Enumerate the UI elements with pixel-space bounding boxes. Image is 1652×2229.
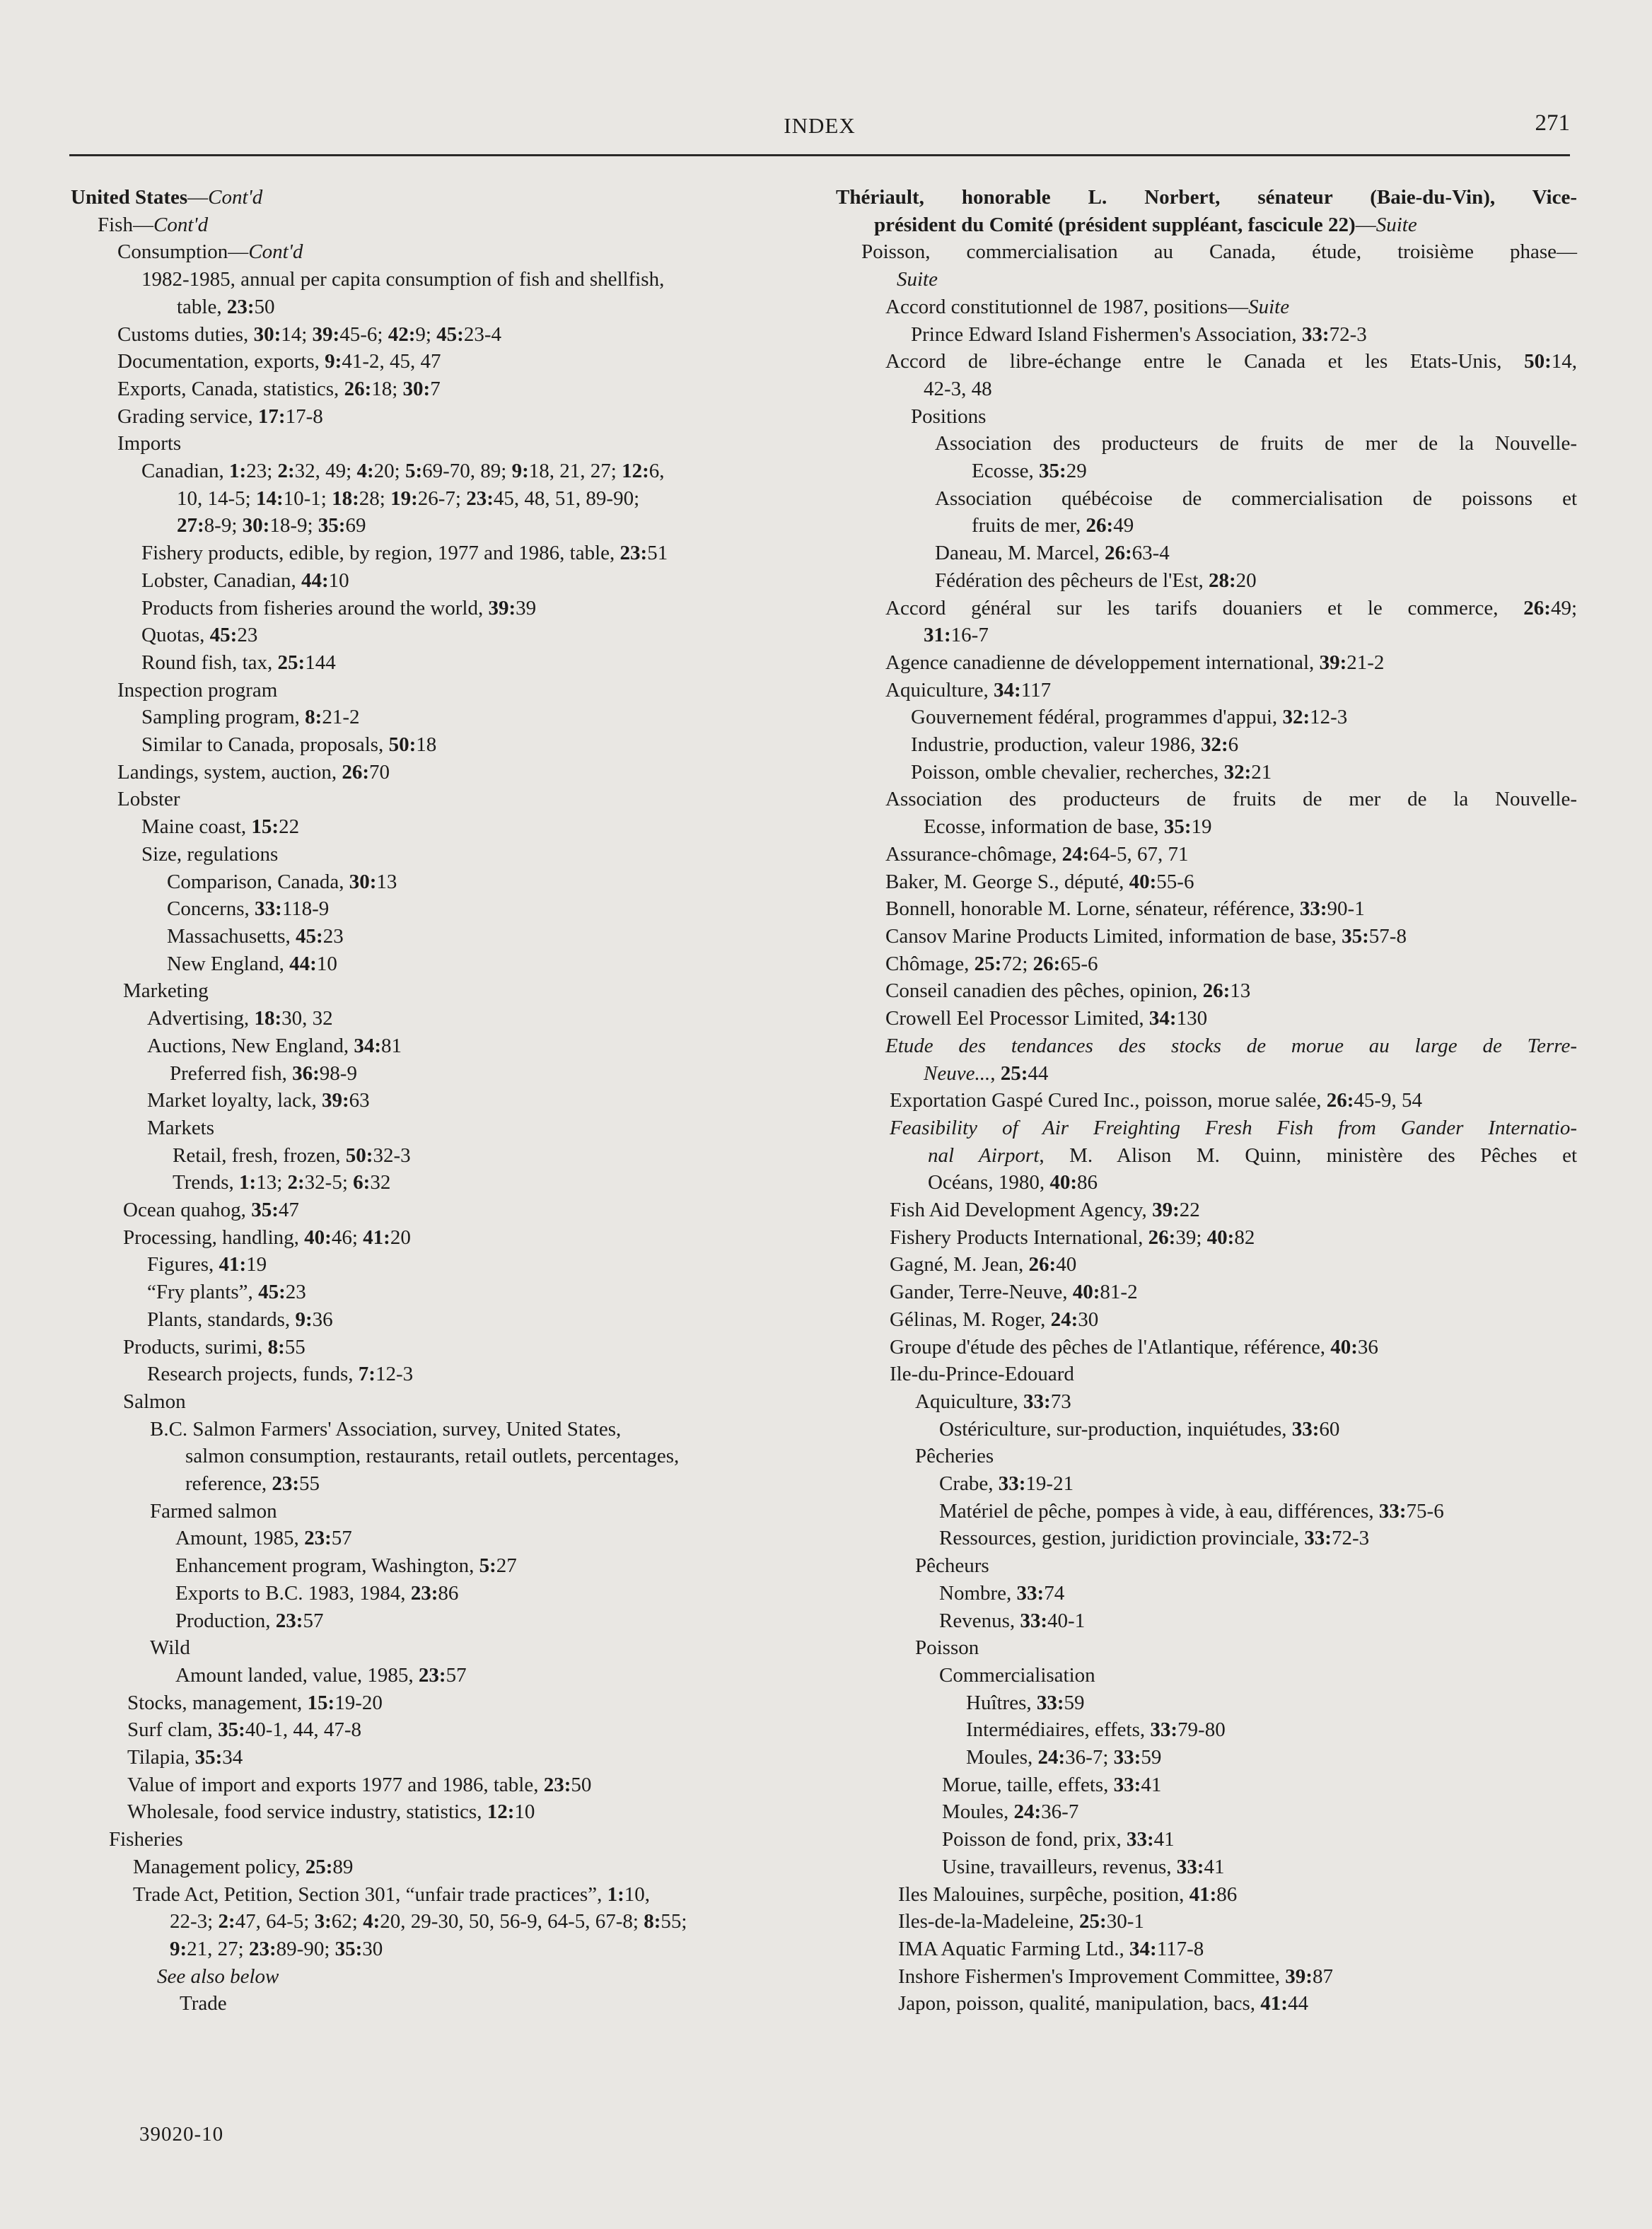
- index-line: United States—Cont'd: [71, 186, 263, 209]
- index-line: Amount landed, value, 1985, 23:57: [175, 1663, 467, 1687]
- index-line: Retail, fresh, frozen, 50:32-3: [173, 1143, 411, 1167]
- index-line: Exportation Gaspé Cured Inc., poisson, morue salée, 26:45-9, 54: [890, 1089, 1423, 1112]
- page-title: INDEX: [784, 113, 856, 138]
- index-line: Iles Malouines, surpêche, position, 41:86: [898, 1882, 1238, 1906]
- index-line: Processing, handling, 40:46; 41:20: [123, 1226, 411, 1249]
- index-line: reference, 23:55: [185, 1472, 320, 1496]
- index-line: 22-3; 2:47, 64-5; 3:62; 4:20, 29-30, 50, 56-9, 64-5, 67-8; 8:55;: [170, 1910, 687, 1933]
- index-line: Cansov Marine Products Limited, information de base, 35:57-8: [885, 924, 1407, 948]
- index-line: Grading service, 17:17-8: [117, 405, 323, 428]
- index-line: Concerns, 33:118-9: [167, 897, 330, 921]
- page-header: [69, 106, 1570, 156]
- index-line: Value of import and exports 1977 and 1986, table, 23:50: [127, 1773, 592, 1796]
- index-line: Gouvernement fédéral, programmes d'appui, 32:12-3: [911, 706, 1348, 729]
- index-line: Pêcheurs: [915, 1554, 989, 1578]
- index-line: Ressources, gestion, juridiction provinciale, 33:72-3: [939, 1527, 1370, 1550]
- index-line: Assurance-chômage, 24:64-5, 67, 71: [885, 842, 1189, 866]
- index-line: Poisson: [915, 1636, 979, 1660]
- index-line: Ocean quahog, 35:47: [123, 1199, 299, 1222]
- index-line: Iles-de-la-Madeleine, 25:30-1: [898, 1910, 1144, 1933]
- index-line: Morue, taille, effets, 33:41: [942, 1773, 1162, 1796]
- index-line: Market loyalty, lack, 39:63: [147, 1089, 370, 1112]
- index-line: Nombre, 33:74: [939, 1581, 1065, 1605]
- index-line: Commercialisation: [939, 1663, 1095, 1687]
- index-line: Marketing: [123, 979, 209, 1003]
- index-line: Farmed salmon: [150, 1499, 277, 1523]
- index-line: Prince Edward Island Fishermen's Association, 33:72-3: [911, 322, 1367, 346]
- index-line: Comparison, Canada, 30:13: [167, 870, 397, 893]
- index-line: Crabe, 33:19-21: [939, 1472, 1074, 1496]
- index-line: Poisson, commercialisation au Canada, étude, troisième phase—: [861, 240, 1577, 264]
- index-line: Massachusetts, 45:23: [167, 924, 344, 948]
- index-line: See also below: [157, 1965, 279, 1988]
- index-column-right: [836, 184, 1577, 2018]
- index-line: Revenus, 33:40-1: [939, 1609, 1086, 1632]
- index-line: Preferred fish, 36:98-9: [170, 1061, 357, 1085]
- index-line: Products from fisheries around the world, 39:39: [141, 596, 537, 619]
- index-line: Stocks, management, 15:19-20: [127, 1691, 383, 1714]
- index-line: Consumption—Cont'd: [117, 240, 303, 264]
- index-line: Lobster: [117, 788, 180, 811]
- index-line: Fisheries: [109, 1828, 183, 1851]
- index-line: Accord général sur les tarifs douaniers et le commerce, 26:49;: [885, 596, 1577, 619]
- index-line: Documentation, exports, 9:41-2, 45, 47: [117, 350, 441, 373]
- index-line: Fédération des pêcheurs de l'Est, 28:20: [935, 569, 1257, 592]
- index-line: Lobster, Canadian, 44:10: [141, 569, 349, 592]
- index-line: président du Comité (président suppléant, fascicule 22)—Suite: [874, 213, 1417, 236]
- index-line: Pêcheries: [915, 1445, 994, 1468]
- index-line: table, 23:50: [177, 295, 275, 318]
- index-line: Research projects, funds, 7:12-3: [147, 1363, 414, 1386]
- index-line: New England, 44:10: [167, 952, 337, 975]
- index-line: Landings, system, auction, 26:70: [117, 760, 390, 784]
- index-line: Similar to Canada, proposals, 50:18: [141, 733, 437, 757]
- index-line: Ecosse, 35:29: [972, 460, 1087, 483]
- index-line: Agence canadienne de développement international, 39:21-2: [885, 651, 1385, 674]
- index-line: Baker, M. George S., député, 40:55-6: [885, 870, 1194, 893]
- index-line: Suite: [897, 268, 938, 291]
- index-line: Thériault, honorable L. Norbert, sénateur (Baie-du-Vin), Vice-: [836, 186, 1577, 209]
- index-line: Size, regulations: [141, 842, 279, 866]
- index-line: Gagné, M. Jean, 26:40: [890, 1253, 1077, 1276]
- footer-code: 39020-10: [139, 2123, 224, 2146]
- index-line: Poisson de fond, prix, 33:41: [942, 1828, 1175, 1851]
- index-column-left: [71, 184, 863, 2018]
- index-line: Wild: [150, 1636, 190, 1660]
- index-line: Trade: [180, 1992, 227, 2015]
- index-line: B.C. Salmon Farmers' Association, survey, United States,: [150, 1417, 622, 1441]
- index-line: Association des producteurs de fruits de mer de la Nouvelle-: [935, 432, 1577, 455]
- index-line: Fish—Cont'd: [98, 213, 209, 236]
- index-line: Feasibility of Air Freighting Fresh Fish from Gander Internatio-: [890, 1116, 1577, 1139]
- index-line: Positions: [911, 405, 987, 428]
- index-line: Exports, Canada, statistics, 26:18; 30:7: [117, 377, 441, 400]
- index-line: Association québécoise de commercialisation de poissons et: [935, 487, 1577, 510]
- index-line: Trade Act, Petition, Section 301, “unfair trade practices”, 1:10,: [133, 1882, 650, 1906]
- index-line: Gélinas, M. Roger, 24:30: [890, 1308, 1099, 1331]
- index-line: Aquiculture, 33:73: [915, 1390, 1071, 1413]
- index-line: Inspection program: [117, 678, 278, 702]
- index-line: Ecosse, information de base, 35:19: [924, 815, 1212, 839]
- page-number: 271: [1535, 110, 1570, 136]
- index-line: IMA Aquatic Farming Ltd., 34:117-8: [898, 1938, 1204, 1960]
- index-line: 42-3, 48: [924, 377, 992, 400]
- index-line: Japon, poisson, qualité, manipulation, bacs, 41:44: [898, 1992, 1308, 2015]
- index-line: Amount, 1985, 23:57: [175, 1527, 352, 1550]
- index-line: Aquiculture, 34:117: [885, 678, 1052, 702]
- index-line: Fishery products, edible, by region, 1977 and 1986, table, 23:51: [141, 542, 668, 565]
- index-line: 1982-1985, annual per capita consumption of fish and shellfish,: [141, 268, 665, 291]
- index-line: fruits de mer, 26:49: [972, 514, 1134, 537]
- index-line: Trends, 1:13; 2:32-5; 6:32: [173, 1171, 391, 1194]
- index-line: Inshore Fishermen's Improvement Committee, 39:87: [898, 1965, 1333, 1988]
- index-line: Ile-du-Prince-Edouard: [890, 1363, 1074, 1386]
- index-line: Bonnell, honorable M. Lorne, sénateur, référence, 33:90-1: [885, 897, 1365, 921]
- index-line: Huîtres, 33:59: [966, 1691, 1085, 1714]
- index-line: Markets: [147, 1116, 215, 1139]
- index-line: nal Airport, M. Alison M. Quinn, ministère des Pêches et: [928, 1143, 1577, 1167]
- index-line: 10, 14-5; 14:10-1; 18:28; 19:26-7; 23:45, 48, 51, 89-90;: [177, 487, 640, 510]
- index-line: Intermédiaires, effets, 33:79-80: [966, 1718, 1226, 1742]
- index-line: Auctions, New England, 34:81: [147, 1034, 402, 1057]
- index-line: 9:21, 27; 23:89-90; 35:30: [170, 1938, 383, 1960]
- index-line: 31:16-7: [924, 624, 989, 647]
- index-line: Chômage, 25:72; 26:65-6: [885, 952, 1098, 975]
- index-line: Plants, standards, 9:36: [147, 1308, 333, 1331]
- index-line: Gander, Terre-Neuve, 40:81-2: [890, 1281, 1138, 1304]
- index-line: Industrie, production, valeur 1986, 32:6: [911, 733, 1239, 757]
- index-line: Maine coast, 15:22: [141, 815, 300, 839]
- index-line: Fish Aid Development Agency, 39:22: [890, 1199, 1200, 1222]
- index-line: Etude des tendances des stocks de morue au large de Terre-: [885, 1034, 1577, 1057]
- index-line: Sampling program, 8:21-2: [141, 706, 360, 729]
- index-line: Management policy, 25:89: [133, 1855, 354, 1878]
- index-line: Daneau, M. Marcel, 26:63-4: [935, 542, 1170, 565]
- index-line: Quotas, 45:23: [141, 624, 258, 647]
- index-line: Production, 23:57: [175, 1609, 324, 1632]
- index-line: Figures, 41:19: [147, 1253, 267, 1276]
- index-line: Round fish, tax, 25:144: [141, 651, 336, 674]
- index-line: Products, surimi, 8:55: [123, 1335, 306, 1358]
- index-line: Conseil canadien des pêches, opinion, 26:13: [885, 979, 1251, 1003]
- index-line: Wholesale, food service industry, statistics, 12:10: [127, 1800, 535, 1824]
- index-line: Association des producteurs de fruits de mer de la Nouvelle-: [885, 788, 1577, 811]
- index-line: Poisson, omble chevalier, recherches, 32:21: [911, 760, 1272, 784]
- index-line: Canadian, 1:23; 2:32, 49; 4:20; 5:69-70, 89; 9:18, 21, 27; 12:6,: [141, 460, 665, 483]
- index-line: Usine, travailleurs, revenus, 33:41: [942, 1855, 1225, 1878]
- index-line: Accord constitutionnel de 1987, positions—Suite: [885, 295, 1290, 318]
- index-line: Océans, 1980, 40:86: [928, 1171, 1098, 1194]
- index-line: Customs duties, 30:14; 39:45-6; 42:9; 45:23-4: [117, 322, 502, 346]
- index-line: Advertising, 18:30, 32: [147, 1007, 333, 1030]
- index-line: Ostériculture, sur-production, inquiétudes, 33:60: [939, 1417, 1340, 1441]
- index-line: Moules, 24:36-7; 33:59: [966, 1746, 1162, 1769]
- index-line: Groupe d'étude des pêches de l'Atlantique, référence, 40:36: [890, 1335, 1378, 1358]
- index-line: Exports to B.C. 1983, 1984, 23:86: [175, 1581, 459, 1605]
- index-line: Salmon: [123, 1390, 186, 1413]
- index-line: Enhancement program, Washington, 5:27: [175, 1554, 517, 1578]
- index-line: Fishery Products International, 26:39; 40:82: [890, 1226, 1255, 1249]
- header-rule: [69, 154, 1570, 156]
- index-line: salmon consumption, restaurants, retail outlets, percentages,: [185, 1445, 680, 1468]
- index-line: Matériel de pêche, pompes à vide, à eau, différences, 33:75-6: [939, 1499, 1444, 1523]
- index-line: Accord de libre-échange entre le Canada et les Etats-Unis, 50:14,: [885, 350, 1577, 373]
- index-line: Neuve..., 25:44: [924, 1061, 1049, 1085]
- index-line: Crowell Eel Processor Limited, 34:130: [885, 1007, 1208, 1030]
- index-line: “Fry plants”, 45:23: [147, 1281, 306, 1304]
- index-line: Imports: [117, 432, 182, 455]
- index-line: Tilapia, 35:34: [127, 1746, 243, 1769]
- index-line: 27:8-9; 30:18-9; 35:69: [177, 514, 366, 537]
- index-line: Surf clam, 35:40-1, 44, 47-8: [127, 1718, 362, 1742]
- index-line: Moules, 24:36-7: [942, 1800, 1079, 1824]
